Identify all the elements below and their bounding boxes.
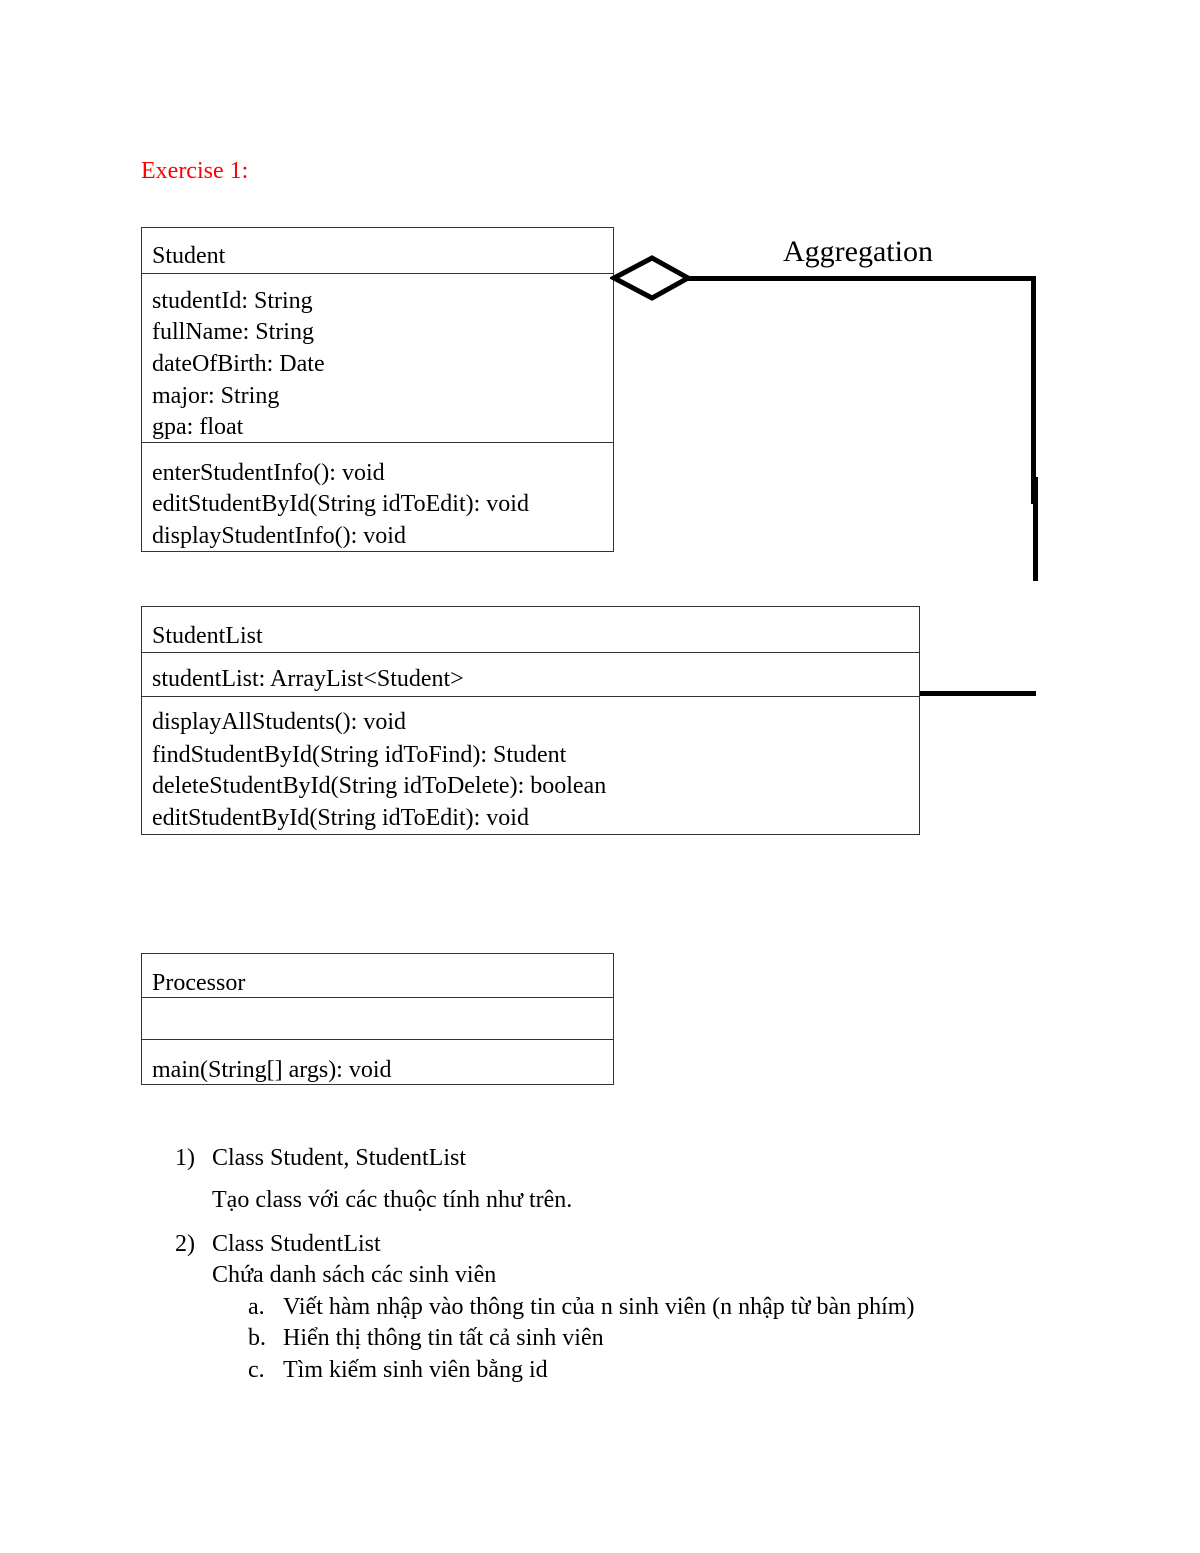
subitem-marker: c. xyxy=(248,1357,265,1383)
task-number: 1) xyxy=(175,1145,195,1171)
class-student xyxy=(141,227,614,552)
aggregation-label: Aggregation xyxy=(783,235,933,268)
method: editStudentById(String idToEdit): void xyxy=(152,805,529,831)
class-processor-methods xyxy=(142,1040,613,1084)
subitem-text: Tìm kiếm sinh viên bằng id xyxy=(283,1357,548,1383)
class-student-header xyxy=(142,228,613,274)
task-description: Chứa danh sách các sinh viên xyxy=(212,1262,497,1288)
attribute: studentId: String xyxy=(152,288,313,314)
attribute: major: String xyxy=(152,383,280,409)
aggregation-line-vertical-lower xyxy=(1033,477,1038,581)
attribute: fullName: String xyxy=(152,319,314,345)
task-title: Class Student, StudentList xyxy=(212,1145,467,1171)
task-description: Tạo class với các thuộc tính như trên. xyxy=(212,1187,573,1213)
class-studentlist-header xyxy=(142,607,919,653)
class-processor xyxy=(141,953,614,1085)
method: findStudentById(String idToFind): Student xyxy=(152,742,567,768)
method: main(String[] args): void xyxy=(152,1057,392,1083)
exercise-heading: Exercise 1: xyxy=(141,158,249,184)
class-name: Processor xyxy=(152,970,246,996)
class-student-attributes xyxy=(142,273,613,443)
aggregation-line-vertical-upper xyxy=(1031,276,1036,504)
class-processor-header xyxy=(142,954,613,998)
subitem-marker: a. xyxy=(248,1294,265,1320)
class-studentlist-methods xyxy=(142,696,919,834)
class-studentlist-attributes xyxy=(142,652,919,697)
task-number: 2) xyxy=(175,1231,195,1257)
method: displayStudentInfo(): void xyxy=(152,523,406,549)
subitem-text: Viết hàm nhập vào thông tin của n sinh viên (n nhập từ bàn phím) xyxy=(283,1294,915,1320)
method: editStudentById(String idToEdit): void xyxy=(152,491,529,517)
attribute: studentList: ArrayList<Student> xyxy=(152,666,464,692)
subitem-text: Hiển thị thông tin tất cả sinh viên xyxy=(283,1325,604,1351)
subitem-marker: b. xyxy=(248,1325,266,1351)
class-student-methods xyxy=(142,443,613,551)
class-name: StudentList xyxy=(152,623,263,649)
aggregation-line-bottom xyxy=(917,691,1036,696)
attribute: dateOfBirth: Date xyxy=(152,351,325,377)
attribute: gpa: float xyxy=(152,414,244,440)
method: deleteStudentById(String idToDelete): boolean xyxy=(152,773,607,799)
class-studentlist xyxy=(141,606,920,835)
aggregation-diamond-icon xyxy=(610,252,694,304)
aggregation-line-top xyxy=(686,276,1036,281)
method: displayAllStudents(): void xyxy=(152,709,406,735)
method: enterStudentInfo(): void xyxy=(152,460,385,486)
task-title: Class StudentList xyxy=(212,1231,381,1257)
class-processor-attributes xyxy=(142,997,613,1040)
class-name: Student xyxy=(152,243,226,269)
